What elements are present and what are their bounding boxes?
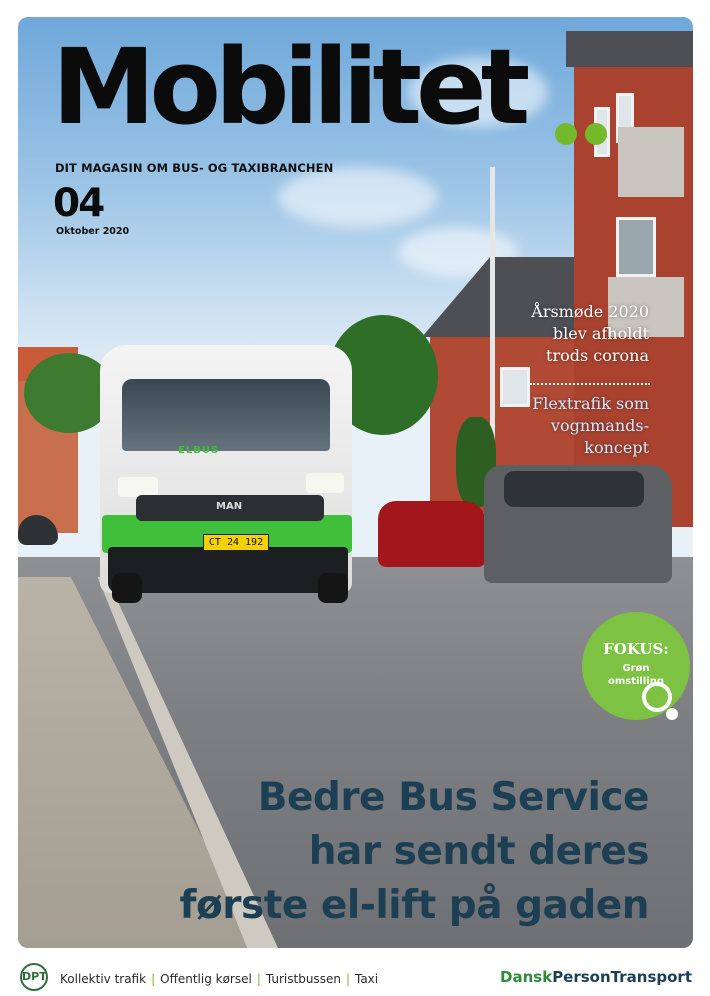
brand-part1: Dansk (500, 968, 553, 986)
brand-part2: PersonTransport (552, 968, 692, 986)
masthead-dot (585, 123, 607, 145)
van-bumper (108, 547, 348, 593)
balcony (616, 217, 656, 277)
focus-badge[interactable] (582, 612, 690, 720)
headline-line: Bedre Bus Service (257, 775, 649, 820)
issue-date: Oktober 2020 (56, 226, 130, 237)
teaser-line: koncept (584, 438, 649, 457)
footer-separator: | (345, 972, 350, 986)
magnifier-icon (642, 682, 672, 712)
teaser-line: Årsmøde 2020 (531, 302, 649, 321)
footer-nav (60, 972, 378, 986)
focus-title: FOKUS: (603, 640, 669, 658)
cloud (278, 167, 438, 227)
car-windshield (504, 471, 644, 507)
van-logo: ELBUS (178, 445, 220, 456)
footer-nav-item[interactable]: Offentlig kørsel (160, 972, 252, 986)
van-brand: MAN (216, 501, 243, 512)
focus-text: Grøn omstilling (607, 663, 664, 687)
cover-headline[interactable] (180, 771, 650, 933)
van-wheel (112, 573, 142, 603)
teaser-aarsmoede[interactable] (531, 301, 649, 367)
footer-separator: | (151, 972, 156, 986)
roof-right (566, 31, 693, 67)
teaser-line: Flextrafik som (532, 394, 649, 413)
footer-nav-item[interactable]: Kollektiv trafik (60, 972, 147, 986)
brand-logo (500, 968, 692, 986)
tagline: DIT MAGASIN OM BUS- OG TAXIBRANCHEN (55, 161, 334, 175)
van-headlight (306, 473, 344, 493)
teaser-divider (530, 383, 650, 385)
balcony (618, 127, 684, 197)
van-grille (136, 495, 324, 521)
footer-nav-item[interactable]: Taxi (354, 972, 379, 986)
magnifier-handle-icon (666, 708, 678, 720)
window (500, 367, 530, 407)
van-headlight (118, 477, 158, 497)
van-wheel (318, 573, 348, 603)
headline-line: første el-lift på gaden (179, 883, 649, 928)
issue-number: 04 (53, 181, 104, 226)
teaser-line: vognmands- (550, 416, 649, 435)
teaser-flextrafik[interactable] (532, 393, 649, 459)
footer-separator: | (256, 972, 261, 986)
van-windshield (122, 379, 330, 451)
teaser-line: blev afholdt (552, 324, 649, 343)
footer (0, 955, 710, 996)
teaser-line: trods corona (546, 346, 649, 365)
van-license-plate: CT 24 192 (203, 534, 269, 551)
red-sports-car (378, 501, 486, 567)
masthead-title: Mobilitet (52, 26, 525, 148)
headline-line: har sendt deres (308, 829, 649, 874)
magazine-cover (18, 17, 693, 948)
masthead-dot (555, 123, 577, 145)
dpt-logo-icon: DPT (20, 963, 48, 991)
footer-nav-item[interactable]: Turistbussen (265, 972, 341, 986)
